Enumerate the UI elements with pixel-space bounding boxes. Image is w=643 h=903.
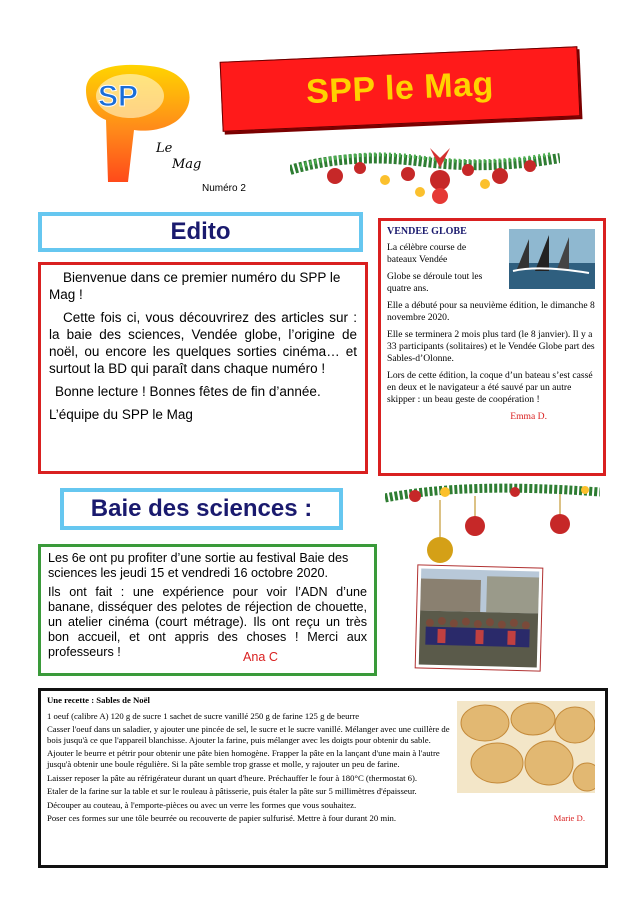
recipe-title: Une recette : Sables de Noël [47, 695, 150, 705]
vendee-line: Elle se terminera 2 mois plus tard (le 8 janvier). Il y a 33 participants (solitaires) et le Vendée Globe part des Sables-d’Olonne. [387, 329, 595, 364]
magazine-title: SPP le Mag [305, 64, 495, 112]
vendee-line: La célèbre course de bateaux Vendée [387, 242, 467, 265]
recipe-step: Casser l'oeuf dans un saladier, y ajouter une pincée de sel, le sucre et le sucre vanillé. Mélanger avec une cuillère de bois jusqu'à ce que l'appareil blanchisse. Ajouter la farine, puis mélanger avec les doigts pour obtenir du sable. [47, 724, 450, 745]
cookies-photo [457, 701, 595, 793]
recipe-box [38, 688, 608, 868]
vendee-line: Globe se déroule tout les quatre ans. [387, 271, 483, 294]
edito-heading: Edito [38, 212, 363, 252]
recipe-step [47, 813, 599, 824]
recipe-author: Marie D. [553, 813, 585, 824]
recipe-step: Ajouter le beurre et pétrir pour obtenir une pâte bien homogène. Frapper la pâte en la lançant d'une main à l'autre jusqu'à obtenir une boule régulière. Si la pâte semble trop grasse et molle, y rajouter un peu de farine. [47, 748, 440, 769]
edito-paragraph: Cette fois ci, vous découvrirez des articles sur : la baie des sciences, Vendée globe, l’origine de noël, ou encore les quelques sorties cinéma… et surtout la BD qui paraît dans chaque numéro ! [49, 310, 357, 376]
vendee-line: Elle a débuté pour sa neuvième édition, le dimanche 8 novembre 2020. [387, 300, 595, 323]
edito-paragraph: Bienvenue dans ce premier numéro du SPP le Mag ! [49, 270, 341, 302]
sciences-author: Ana C [243, 650, 279, 664]
recipe-step: Etaler de la farine sur la table et sur le rouleau à pâtisserie, puis étaler la pâte sur 5 millimètres d'épaisseur. [47, 786, 417, 797]
logo-letters: SP [98, 80, 139, 113]
edito-signature: L’équipe du SPP le Mag [49, 407, 193, 422]
sciences-paragraph: Les 6e ont pu profiter d’une sortie au festival Baie des sciences les jeudi 15 et vendredi 16 octobre 2020. [48, 551, 349, 580]
edito-paragraph: Bonne lecture ! Bonnes fêtes de fin d’année. [55, 384, 321, 399]
issue-number: Numéro 2 [202, 183, 246, 194]
vendee-globe-box [378, 218, 606, 476]
edito-box [38, 262, 368, 474]
group-photo [415, 564, 544, 671]
logo-script-le: Le [156, 141, 173, 156]
logo-script-mag: Mag [172, 157, 202, 172]
vendee-line: Lors de cette édition, la coque d’un bateau s’est cassé en deux et le navigateur a été sauvé par un autre skipper : un beau geste de coopération ! [387, 370, 593, 405]
sciences-heading: Baie des sciences : [60, 488, 343, 530]
sciences-box [38, 544, 377, 676]
christmas-garland-top [290, 140, 560, 212]
vendee-author: Emma D. [510, 411, 547, 422]
vendee-title: VENDEE GLOBE [387, 226, 467, 237]
sailing-boats-photo [509, 229, 595, 289]
recipe-step-text: Poser ces formes sur une tôle beurrée ou recouverte de papier sulfurisé. Mettre à four durant 20 min. [47, 813, 397, 824]
recipe-step: Laisser reposer la pâte au réfrigérateur durant un quart d'heure. Préchauffer le four à 180°C (thermostat 6). [47, 772, 418, 783]
christmas-garland-ornaments [385, 478, 600, 570]
recipe-step: Découper au couteau, à l'emporte-pièces ou avec un verre les formes que vous souhaitez. [47, 799, 357, 810]
title-banner [220, 46, 581, 132]
recipe-step: 1 oeuf (calibre A) 120 g de sucre 1 sachet de sucre vanillé 250 g de farine 125 g de beurre [47, 710, 360, 721]
sciences-paragraph: Ils ont fait : une expérience pour voir l’ADN d’une banane, disséquer des pelotes de réjection de chouette, un atelier cinéma (court métrage). Ils ont reçu un très bon accueil, et ont appris des choses ! Merci aux professeurs ! [48, 585, 367, 659]
